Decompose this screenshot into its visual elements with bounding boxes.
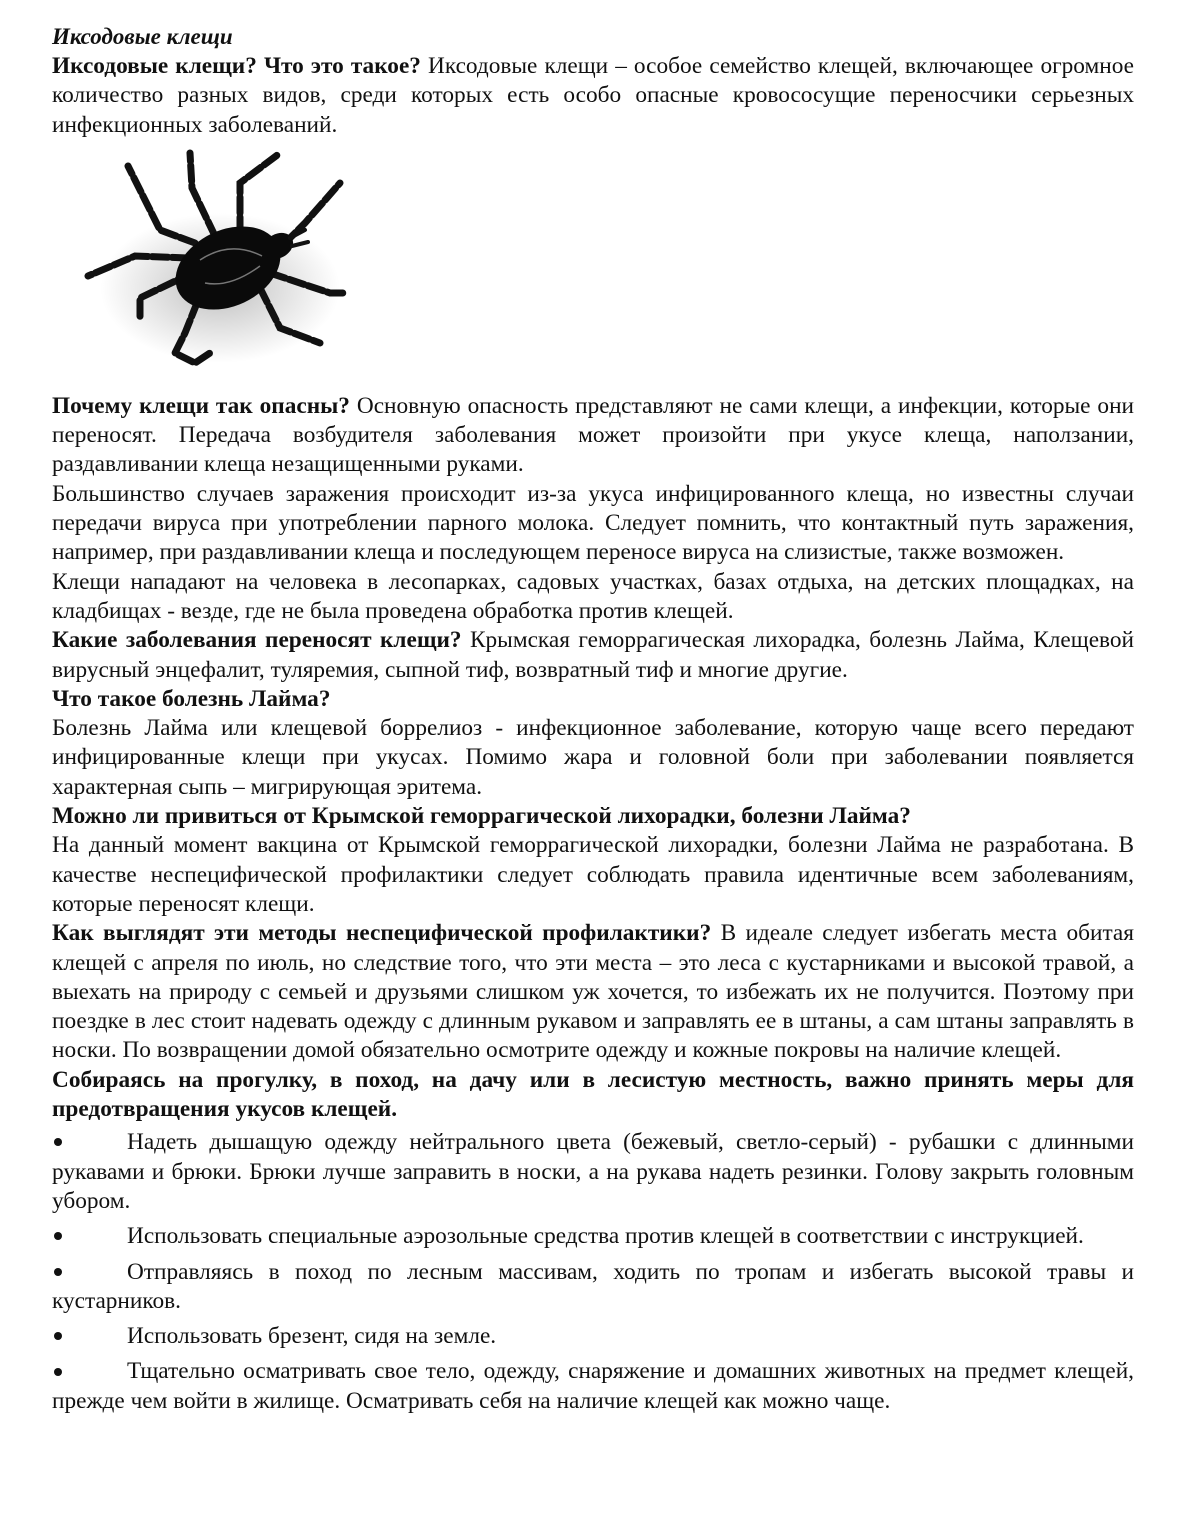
list-item-text: Тщательно осматривать свое тело, одежду, снаряжение и домашних животных на предмет клещей, прежде чем войти в жилище. Осматривать себя на наличие клещей как можно чаще. (52, 1358, 1134, 1414)
bullet-icon (52, 1357, 127, 1386)
list-item (52, 1258, 1134, 1317)
danger-paragraph (52, 392, 1134, 480)
danger-answer: Основную опасность представляют не сами клещи, а инфекции, которые они переносят. Передача возбудителя заболевания может произойти при укусе клеща, наползании, раздавливании клеща незащищенными руками. (52, 392, 1135, 478)
measures-list (52, 1128, 1134, 1416)
bullet-icon (52, 1222, 127, 1251)
lyme-paragraph: Болезнь Лайма или клещевой боррелиоз - инфекционное заболевание, которую чаще всего передают инфицированные клещи при укусах. Помимо жара и головной боли при заболевании появляется характерная сыпь – мигрирующая эритема. (52, 715, 1134, 800)
intro-paragraph (52, 52, 1134, 140)
measures-heading (52, 1066, 1134, 1125)
list-item-text: Надеть дышащую одежду нейтрального цвета (бежевый, светло-серый) - рубашки с длинными рукавами и брюки. Брюки лучше заправить в носки, а на рукава надеть резинки. Голову закрыть головным убором. (52, 1129, 1134, 1214)
attack-paragraph: Клещи нападают на человека в лесопарках, садовых участках, базах отдыха, на детских площадках, на кладбищах - везде, где не была проведена обработка против клещей. (52, 568, 1134, 624)
danger-question: Почему клещи так опасны? (52, 392, 350, 419)
bullet-icon (52, 1128, 127, 1157)
list-item-text: Использовать специальные аэрозольные средства против клещей в соответствии с инструкцией. (127, 1223, 1084, 1250)
diseases-question: Какие заболевания переносят клещи? (52, 627, 462, 654)
intro-question: Иксодовые клещи? Что это такое? (52, 53, 421, 79)
list-item (52, 1222, 1134, 1251)
list-item-text: Использовать брезент, сидя на земле. (127, 1323, 497, 1350)
vaccine-question: Можно ли привиться от Крымской геморрагической лихорадки, болезни Лайма? (52, 803, 911, 830)
list-item (52, 1128, 1134, 1216)
measures-heading-text: Собираясь на прогулку, в поход, на дачу или в лесистую местность, важно принять меры для предотвращения укусов клещей. (52, 1066, 1134, 1123)
lyme-heading (52, 685, 1134, 714)
diseases-paragraph (52, 626, 1134, 685)
diseases-answer: Крымская геморрагическая лихорадка, болезнь Лайма, Клещевой вирусный энцефалит, туляремия, сыпной тиф, возвратный тиф и многие другие. (52, 627, 1134, 683)
methods-paragraph (52, 919, 1134, 1065)
bullet-icon (52, 1322, 127, 1351)
vaccine-heading (52, 802, 1134, 831)
methods-answer: В идеале следует избегать места обитая клещей с апреля по июль, но следствие того, что эти места – это леса с кустарниками и высокой травой, а выехать на природу с семьей и друзьями слишком уж хочется, то избежать их не получится. Поэтому при поездке в лес стоит надевать одежду с длинным рукавом и заправлять ее в штаны, а сам штаны заправлять в носки. По возвращении домой обязательно осмотрите одежду и кожные покровы на наличие клещей. (52, 920, 1134, 1064)
document-title: Иксодовые клещи (52, 24, 233, 49)
vaccine-paragraph: На данный момент вакцина от Крымской геморрагической лихорадки, болезни Лайма не разработана. В качестве неспецифической профилактики следует соблюдать правила идентичные всем заболеваниям, которые переносят клещи. (52, 832, 1134, 917)
lyme-question: Что такое болезнь Лайма? (52, 685, 331, 712)
methods-question: Как выглядят эти методы неспецифической профилактики? (52, 920, 712, 947)
bullet-icon (52, 1258, 127, 1287)
tick-figure (52, 140, 1134, 392)
tick-icon (80, 148, 380, 388)
list-item (52, 1357, 1134, 1416)
document-page (52, 22, 1134, 1422)
infection-paragraph: Большинство случаев заражения происходит из-за укуса инфицированного клеща, но известны случаи передачи вируса при употреблении парного молока. Следует помнить, что контактный путь заражения, например, при раздавливании клеща и последующем переносе вируса на слизистые, также возможен. (52, 480, 1134, 566)
intro-answer: Иксодовые клещи – особое семейство клещей, включающее огромное количество разных видов, среди которых есть особо опасные кровососущие переносчики серьезных инфекционных заболеваний. (52, 53, 1134, 138)
list-item (52, 1322, 1134, 1351)
list-item-text: Отправляясь в поход по лесным массивам, ходить по тропам и избегать высокой травы и кустарников. (52, 1258, 1134, 1314)
